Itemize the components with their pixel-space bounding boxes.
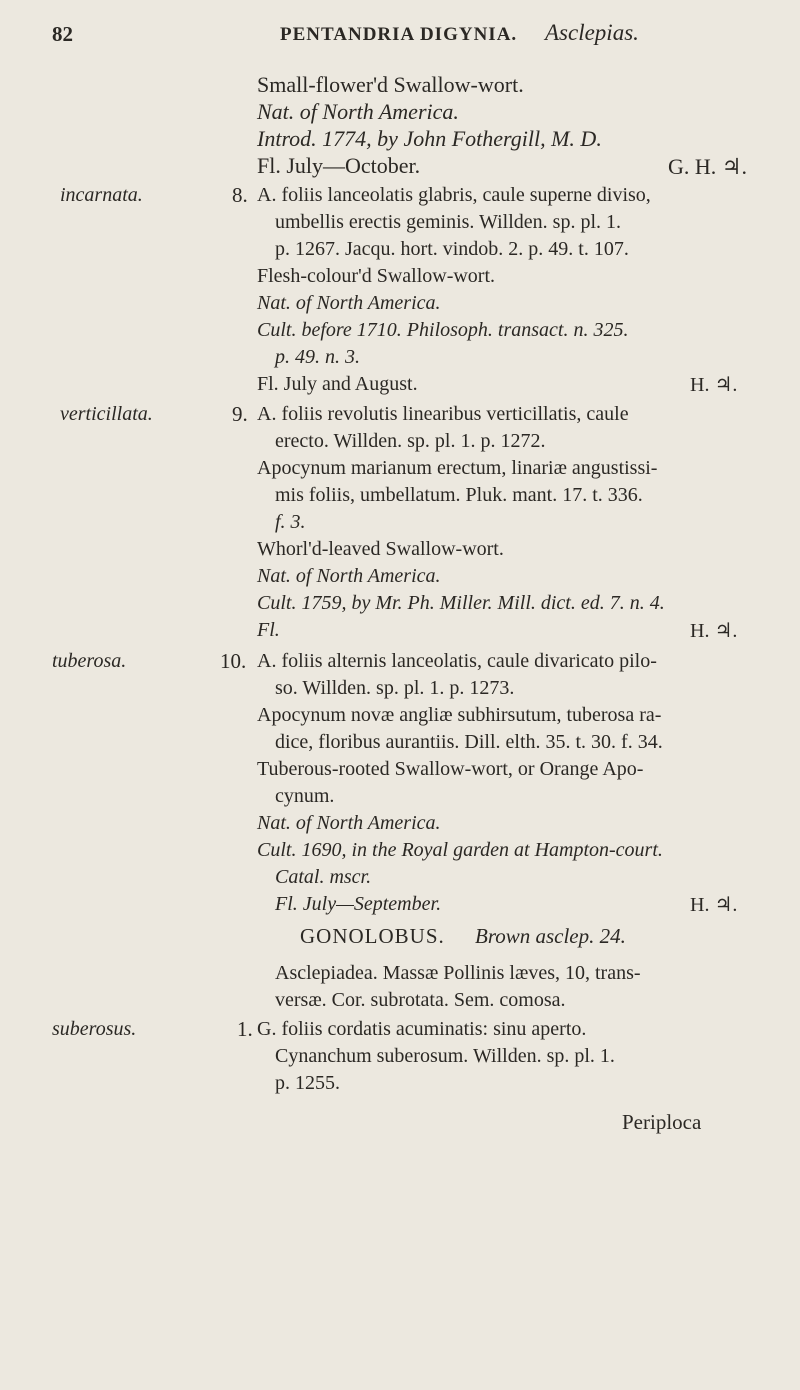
synonym-line: p. 1255. (275, 1072, 340, 1094)
native-line: Nat. of North America. (257, 292, 441, 314)
cultivation-line: Cult. before 1710. Philosoph. transact. n. 325. (257, 319, 629, 341)
habitat-mark: G. H. ♃. (668, 154, 747, 179)
native-line: Nat. of North America. (257, 812, 441, 834)
genus-title: GONOLOBUS. (300, 924, 445, 948)
flowering-line: Fl. July and August. (257, 373, 418, 395)
cultivation-ref: p. 49. n. 3. (275, 346, 360, 368)
description-line: so. Willden. sp. pl. 1. p. 1273. (275, 677, 515, 699)
common-name: Tuberous-rooted Swallow-wort, or Orange Apo- (257, 758, 644, 780)
introduced-line: Introd. 1774, by John Fothergill, M. D. (257, 126, 602, 151)
page-number: 82 (52, 22, 73, 46)
species-number: 1. (237, 1017, 253, 1041)
synonym-line: Apocynum novæ angliæ subhirsutum, tuberosa ra- (257, 704, 662, 726)
description-line: erecto. Willden. sp. pl. 1. p. 1272. (275, 430, 546, 452)
synonym-line: f. 3. (275, 511, 306, 533)
description-line: A. foliis lanceolatis glabris, caule superne diviso, (257, 184, 651, 206)
common-name: Flesh-colour'd Swallow-wort. (257, 265, 496, 287)
species-epithet: tuberosa. (52, 650, 127, 672)
genus-character-line: Asclepiadea. Massæ Pollinis læves, 10, trans- (275, 962, 641, 984)
synonym-line: dice, floribus aurantiis. Dill. elth. 35. t. 30. f. 34. (275, 731, 663, 753)
species-number: 8. (232, 183, 248, 207)
description-line: A. foliis revolutis linearibus verticillatis, caule (257, 403, 629, 425)
description-line: umbellis erectis geminis. Willden. sp. pl. 1. (275, 211, 622, 233)
description-line: p. 1267. Jacqu. hort. vindob. 2. p. 49. t. 107. (275, 238, 629, 260)
common-name: Small-flower'd Swallow-wort. (257, 72, 524, 97)
flowering-line: Fl. July—October. (257, 153, 421, 178)
description-line: G. foliis cordatis acuminatis: sinu aperto. (257, 1018, 587, 1040)
running-title: PENTANDRIA DIGYNIA. (280, 24, 518, 45)
synonym-line: Cynanchum suberosum. Willden. sp. pl. 1. (275, 1045, 615, 1067)
common-name: cynum. (275, 785, 335, 807)
genus-authority: Brown asclep. 24. (475, 924, 626, 948)
species-number: 10. (220, 649, 247, 673)
cultivation-ref: Catal. mscr. (275, 866, 372, 888)
cultivation-line: Cult. 1759, by Mr. Ph. Miller. Mill. dict. ed. 7. n. 4. (257, 592, 665, 614)
genus-header: Asclepias. (545, 20, 639, 45)
synonym-line: mis foliis, umbellatum. Pluk. mant. 17. t. 336. (275, 484, 643, 506)
description-line: A. foliis alternis lanceolatis, caule divaricato pilo- (257, 650, 657, 672)
page-header (0, 22, 800, 52)
species-epithet: suberosus. (52, 1018, 137, 1040)
native-line: Nat. of North America. (257, 99, 459, 124)
common-name: Whorl'd-leaved Swallow-wort. (257, 538, 504, 560)
species-epithet: verticillata. (60, 403, 153, 425)
cultivation-line: Cult. 1690, in the Royal garden at Hampton-court. (257, 839, 663, 861)
habitat-mark: H. ♃. (690, 374, 738, 396)
native-line: Nat. of North America. (257, 565, 441, 587)
species-epithet: incarnata. (60, 184, 143, 206)
habitat-mark: H. ♃. (690, 620, 738, 642)
habitat-mark: H. ♃. (690, 894, 738, 916)
flowering-line: Fl. (257, 619, 280, 641)
species-number: 9. (232, 402, 248, 426)
catchword: Periploca (622, 1110, 702, 1134)
genus-character-line: versæ. Cor. subrotata. Sem. comosa. (275, 989, 566, 1011)
flowering-line: Fl. July—September. (275, 893, 442, 915)
synonym-line: Apocynum marianum erectum, linariæ angustissi- (257, 457, 658, 479)
